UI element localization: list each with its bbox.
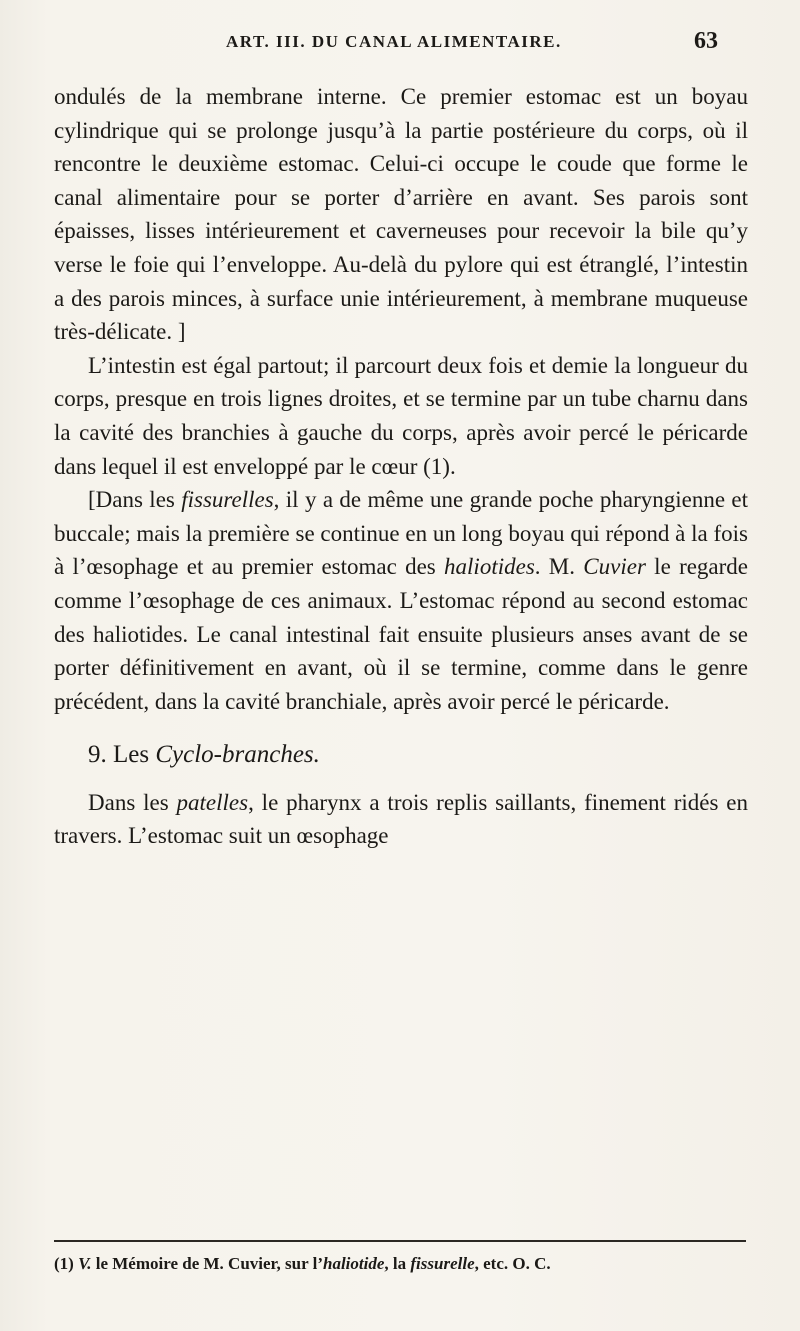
paragraph-patelles — [54, 786, 748, 853]
text-run: , il y a de même une grande poche pharyngienne et buccale; mais la première se continue en un long boyau qui répond à la fois à l’œsophage et au premier estomac des — [54, 487, 749, 580]
paragraph-estomac: ondulés de la membrane interne. Ce premier estomac est un boyau cylindrique qui se prolonge jusqu’à la partie postérieure du corps, où il rencontre le deuxième estomac. Celui-ci occupe le coude que forme le canal alimentaire pour se porter d’arrière en avant. Ses parois sont épaisses, lisses intérieurement et caverneuses pour recevoir la bile qu’y verse le foie qui l’enveloppe. Au-delà du pylore qui est étranglé, l’intestin a des parois minces, à surface unie intérieurement, à membrane muqueuse très-délicate. ] — [54, 84, 748, 345]
footnote-abbrev: V. — [78, 1254, 92, 1273]
text-run: . M. — [534, 554, 584, 580]
text-run: le regarde comme l’œsophage de ces animaux. L’estomac répond au second estomac des haliotides. Le canal intestinal fait ensuite plusieurs anses avant de se porter définitivement en avant, où il se termine, comme dans le genre précédent, dans la cavité branchiale, après avoir percé le péricarde. — [54, 554, 749, 714]
paragraph-fissurelles — [54, 483, 748, 718]
italic-term-haliotides: haliotides — [444, 554, 535, 580]
italic-name-cuvier: Cuvier — [583, 554, 646, 580]
text-run: , le pharynx a trois replis saillants, finement ridés en travers. L’estomac suit un œsophage — [54, 789, 748, 849]
heading-number: 9. Les — [88, 741, 156, 769]
heading-title: Cyclo-branches. — [155, 741, 320, 769]
footnote — [54, 1254, 754, 1274]
italic-term-fissurelles: fissurelles — [181, 487, 274, 513]
body-text — [54, 80, 748, 853]
text-run: [Dans les — [88, 487, 182, 513]
italic-term-patelles: patelles — [176, 789, 249, 815]
footnote-marker: (1) — [54, 1254, 79, 1273]
footnote-term-fissurelle: fissurelle — [410, 1254, 475, 1273]
footnote-term-haliotide: haliotide — [323, 1254, 385, 1273]
running-title: ART. III. DU CANAL ALIMENTAIRE. — [226, 32, 562, 51]
text-run: Dans les — [88, 789, 177, 815]
footnote-rule — [54, 1240, 746, 1242]
running-head — [0, 28, 800, 62]
text-run: le Mémoire de M. Cuvier, sur l’ — [91, 1254, 323, 1273]
text-run: , la — [384, 1254, 411, 1273]
page-number: 63 — [694, 28, 718, 54]
text-run: , etc. O. C. — [474, 1254, 551, 1273]
paragraph-intestin: L’intestin est égal partout; il parcourt deux fois et demie la longueur du corps, presque en trois lignes droites, et se termine par un tube charnu dans la cavité des branchies à gauche du corps, après avoir percé le péricarde dans lequel il est enveloppé par le cœur (1). — [54, 352, 748, 479]
section-heading — [54, 738, 748, 772]
